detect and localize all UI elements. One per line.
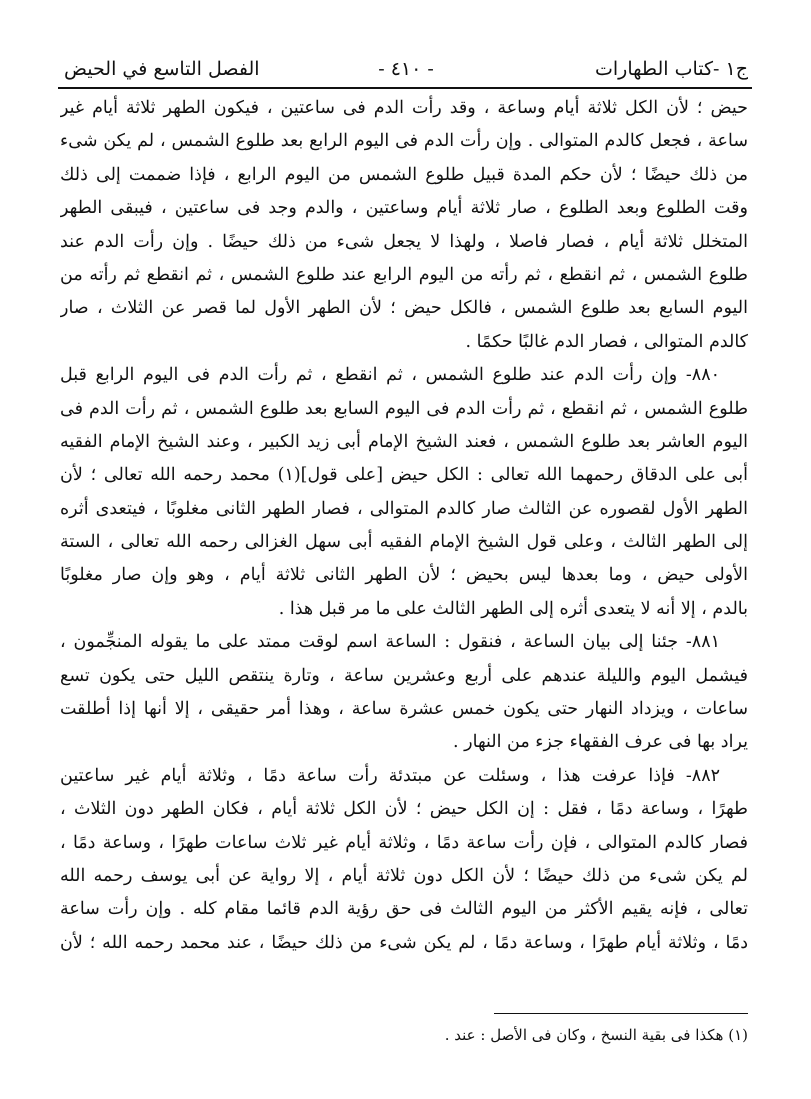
main-text (60, 92, 748, 960)
header-volume-book: ج١ -كتاب الطهارات (595, 58, 748, 80)
header-divider (58, 87, 752, 89)
text-line: وقت الطلوع وبعد الطلوع ، صار ثلاثة أيام وساعتين ، والدم وجد فى ساعتين ، فيبقى الطهر (60, 198, 748, 219)
text-line: فصار كالدم المتوالى ، فإن رأت ساعة دمًا ، وثلاثة أيام غير ثلاث ساعات طهرًا ، وساعة دمًا ، (60, 832, 748, 853)
text-line: إلى الطهر الثالث ، وعلى قول الشيخ الإمام الفقيه أبى سهل الغزالى رحمه الله تعالى ، الستة (60, 532, 748, 553)
header-page-number: - ٤١٠ - (378, 58, 434, 80)
text-line: الأولى حيض ، وما بعدها ليس بحيض ؛ لأن الطهر الثانى ثلاثة أيام ، وهو وإن صار مغلوبًا (60, 565, 748, 586)
text-line: طلوع الشمس ، ثم انقطع ، ثم رأته من اليوم الرابع عند طلوع الشمس ، ثم انقطع ثم رأته من (60, 264, 748, 285)
text-line-with-footnote-ref: أبى على الدقاق رحمهما الله تعالى : الكل حيض [على قول](١) محمد رحمه الله تعالى ؛ لأن (60, 465, 748, 486)
text-line: دمًا ، وثلاثة أيام طهرًا ، وساعة دمًا ، لم يكن شىء من ذلك حيضًا ، عند محمد رحمه الله ؛ لأن (60, 932, 748, 953)
text-line: طهرًا ، وساعة دمًا ، فقل : إن الكل حيض ؛ لأن الكل ثلاثة أيام ، فكان الطهر دون الثلاث ، (60, 799, 748, 820)
text-line: لم يكن شىء من ذلك حيضًا ؛ لأن الكل دون ثلاثة أيام ، إلا رواية عن أبى يوسف رحمه الله (60, 865, 748, 886)
paragraph-882-start: ٨٨٢- فإذا عرفت هذا ، وسئلت عن مبتدئة رأت ساعة دمًا ، وثلاثة أيام غير ساعتين (60, 765, 720, 786)
text-line: بالدم ، إلا أنه لا يتعدى أثره إلى الطهر الثالث على ما مر قبل هذا . (278, 598, 748, 619)
footnote-divider (494, 1013, 748, 1014)
footnote: (١) هكذا فى بقية النسخ ، وكان فى الأصل : عند . (444, 1026, 748, 1044)
text-line: ساعة ، فجعل كالدم المتوالى . وإن رأت الدم فى اليوم الرابع بعد طلوع الشمس ، لم يكن شىء (60, 131, 748, 152)
text-line: الطهر الأول لقصوره عن الثالث صار كالدم المتوالى ، فصار الطهر الثانى مغلوبًا ، فيتعدى أثره (60, 498, 748, 519)
text-line: تعالى ، فإنه يقيم الأكثر من اليوم الثالث فى حق رؤية الدم قائما مقام كله . وإن رأت ساعة (60, 899, 748, 920)
paragraph-881-start: ٨٨١- جئنا إلى بيان الساعة ، فنقول : الساعة اسم لوقت ممتد على ما يقوله المنجِّمون ، (60, 632, 720, 653)
text-line: ساعات ، ويزداد النهار حتى يكون خمس عشرة ساعة ، وهذا أمر حقيقى ، إلا أنها إذا أطلقت (60, 699, 748, 720)
text-line: المتخلل ثلاثة أيام ، فصار فاصلا ، ولهذا لا يجعل شىء من ذلك حيضًا . وإن رأت الدم عند (60, 231, 748, 252)
text-line: اليوم العاشر بعد طلوع الشمس ، فعند الشيخ الإمام أبى زيد الكبير ، وعند الشيخ الإمام الفقيه (60, 431, 748, 452)
text-line: فيشمل اليوم والليلة عندهم على أربع وعشرين ساعة ، وتارة ينتقص الليل حتى يكون تسع (60, 665, 748, 686)
text-line: طلوع الشمس ، ثم انقطع ، ثم رأت الدم فى اليوم السابع بعد طلوع الشمس ، ثم رأت الدم فى (60, 398, 748, 419)
text-line: من ذلك حيضًا ؛ لأن حكم المدة قبيل طلوع الشمس من اليوم الرابع ، فإذا ضممت إلى ذلك (60, 164, 748, 185)
text-line: كالدم المتوالى ، فصار الدم غالبًا حكمًا . (465, 331, 748, 352)
header-chapter-title: الفصل التاسع في الحيض (64, 58, 260, 80)
text-line: يراد بها فى عرف الفقهاء جزء من النهار . (453, 732, 748, 753)
text-line: اليوم السابع بعد طلوع الشمس ، فالكل حيض ؛ لأن الطهر الأول لما قصر عن الثلاث ، صار (60, 298, 748, 319)
running-header (64, 52, 748, 86)
paragraph-880-start: ٨٨٠- وإن رأت الدم عند طلوع الشمس ، ثم انقطع ، ثم رأت الدم فى اليوم الرابع قبل (60, 365, 720, 386)
text-line: حيض ؛ لأن الكل ثلاثة أيام وساعة ، وقد رأت الدم فى ساعتين ، فيكون الطهر ثلاثة أيام غير (60, 98, 748, 118)
